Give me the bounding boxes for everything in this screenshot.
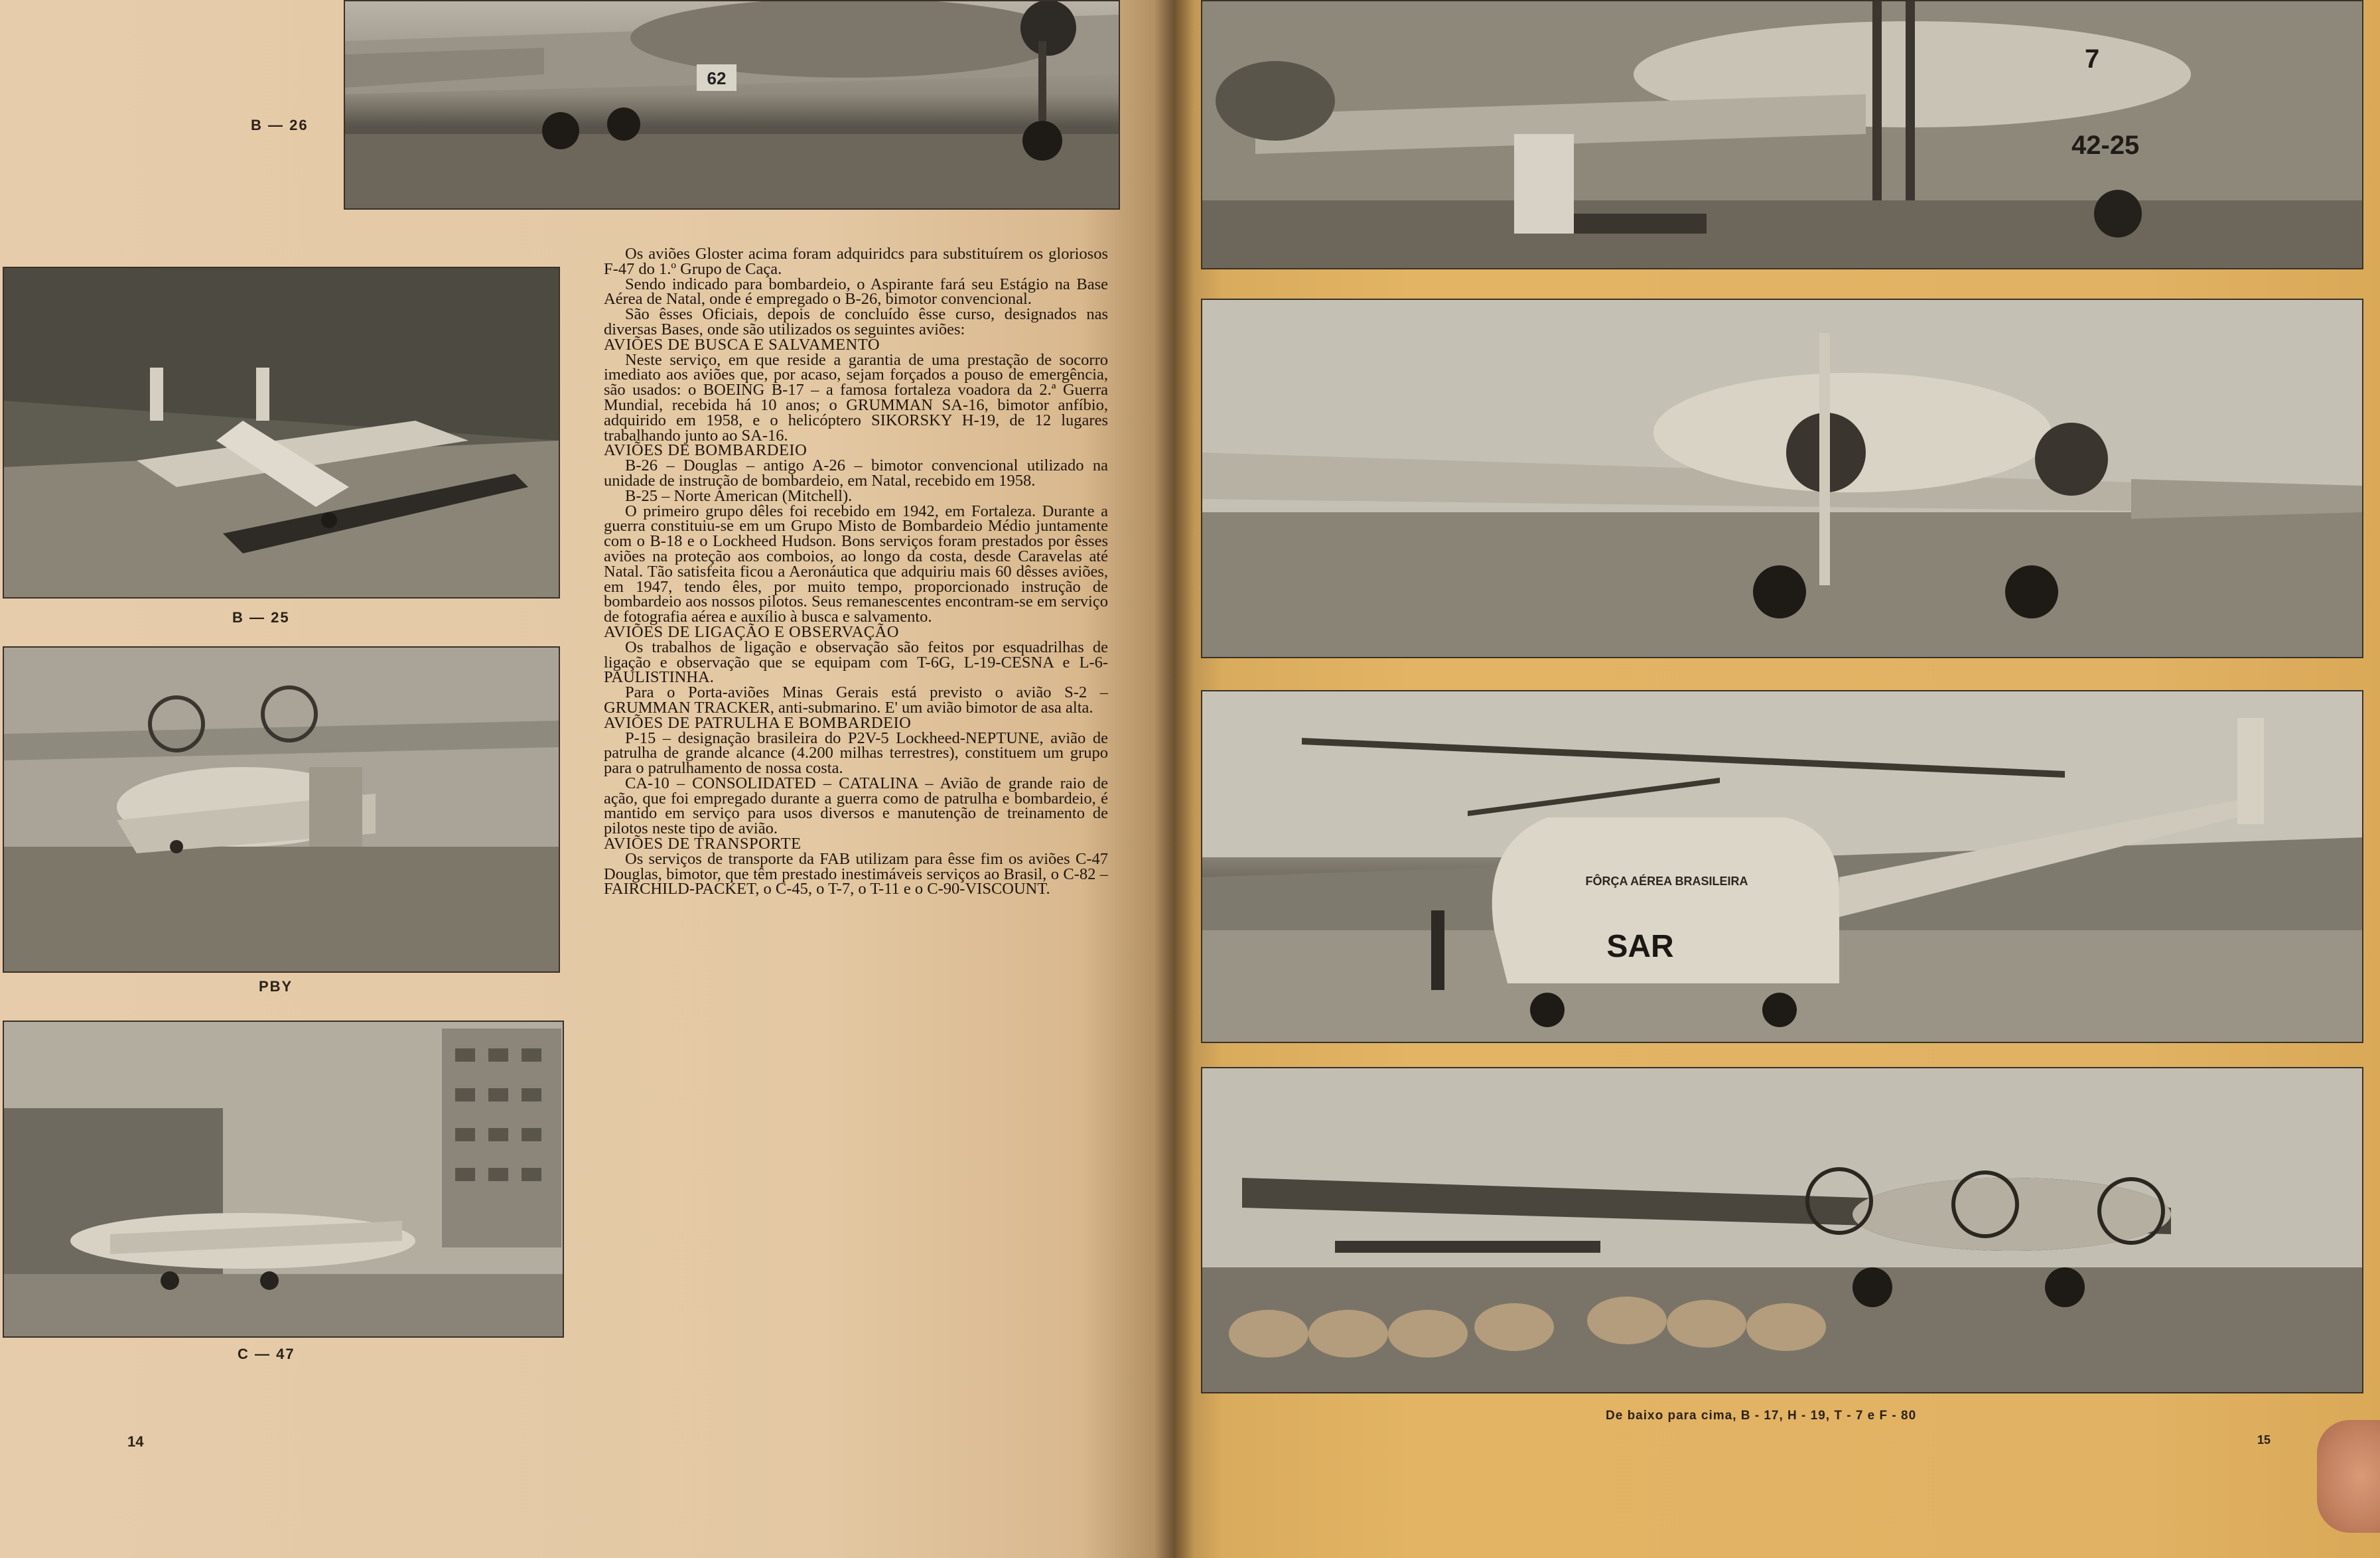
- article-paragraph: B-25 – Norte American (Mitchell).: [625, 486, 853, 505]
- article-paragraph: P-15 – designação brasileira do P2V-5 Lockheed-NEPTUNE, avião de patrulha de grande alcance (4.200 milhas terrestres), constituem um grupo para o patrulhamento de nossa costa.: [604, 729, 1108, 778]
- h19-sar-marking: SAR: [1606, 929, 1674, 964]
- photo-pby: [3, 646, 560, 973]
- article-paragraph: Os aviões Gloster acima foram adquiridcs para substituírem os gloriosos F-47 do 1.º Grupo de Caça.: [604, 245, 1108, 278]
- article-paragraph: CA-10 – CONSOLIDATED – CATALINA – Avião de grande raio de ação, que foi empregado durante a guerra como de patrulha e bombardeio, é mantido em serviço para usos diversos e manutenção de treinamento de pilotos neste tipo de avião.: [604, 774, 1108, 838]
- t7-aircraft-illustration: [1202, 300, 2362, 657]
- page-gutter: [1155, 0, 1194, 1558]
- section-title-ligacao: AVIÕES DE LIGAÇÃO E OBSERVAÇÃO: [604, 622, 899, 641]
- b26-tail-number: 62: [707, 68, 727, 88]
- article-body: [604, 247, 1108, 897]
- article-paragraph: Os trabalhos de ligação e observação são feitos por esquadrilhas de ligação e observação que se equipam com T-6G, L-19-CESNA e L-6-PAULISTINHA.: [604, 638, 1108, 687]
- caption-b25: B — 25: [232, 609, 290, 626]
- f80-aircraft-illustration: [1202, 1, 2362, 268]
- b25-aircraft-illustration: [4, 268, 559, 597]
- photo-h19: [1201, 690, 2363, 1043]
- photo-caption-right: De baixo para cima, B - 17, H - 19, T - 7 e F - 80: [1606, 1409, 1917, 1423]
- article-paragraph: Os serviços de transporte da FAB utilizam para êsse fim os aviões C-47 Douglas, bimotor, que têm prestado inestimáveis serviços ao Brasil, o C-82 – FAIRCHILD-PACKET, o C-45, o T-7, o T-11 e o C-90-VISCOUNT.: [604, 849, 1108, 898]
- caption-pby: PBY: [259, 978, 293, 995]
- article-paragraph: São êsses Oficiais, depois de concluído êsse curso, designados nas diversas Bases, onde são utilizados os seguintes aviões:: [604, 305, 1108, 338]
- caption-b26: B — 26: [251, 117, 309, 133]
- h19-side-lettering: FÔRÇA AÉREA BRASILEIRA: [1585, 875, 1748, 888]
- page-number-left: 14: [127, 1433, 144, 1450]
- section-title-bombardeio: AVIÕES DE BOMBARDEIO: [604, 441, 807, 460]
- photo-b25: [3, 267, 560, 599]
- article-paragraph: Para o Porta-aviões Minas Gerais está previsto o avião S-2 – GRUMMAN TRACKER, anti-submarino. E' um avião bimotor de asa alta.: [604, 683, 1108, 717]
- right-page: [1174, 0, 2380, 1558]
- pby-aircraft-illustration: [4, 648, 559, 971]
- f80-tail-number: 42-25: [2071, 131, 2140, 160]
- article-paragraph: Sendo indicado para bombardeio, o Aspirante fará seu Estágio na Base Aérea de Natal, onde é empregado o B-26, bimotor convencional.: [604, 275, 1108, 309]
- f80-nose-number: 7: [2085, 44, 2100, 74]
- article-paragraph: Neste serviço, em que reside a garantia de uma prestação de socorro imediato aos aviões que, por acaso, sejam forçados a pouso de emergência, são usados: o BOEING B-17 – a famosa fortaleza voadora da 2.ª Guerra Mundial, recebida há 10 anos; o GRUMMAN SA-16, bimotor anfíbio, adquirido em 1958, e o helicóptero SIKORSKY H-19, de 12 lugares trabalhando junto ao SA-16.: [604, 350, 1108, 445]
- photo-b26: [344, 0, 1120, 210]
- b26-aircraft-illustration: [345, 1, 1119, 208]
- article-paragraph: B-26 – Douglas – antigo A-26 – bimotor convencional utilizado na unidade de instrução de bombardeio, em Natal, recebido em 1958.: [604, 457, 1108, 490]
- page-number-right: 15: [2257, 1433, 2271, 1447]
- photo-c47: [3, 1021, 564, 1338]
- left-page: [0, 0, 1174, 1558]
- photo-b17: [1201, 1067, 2363, 1393]
- photo-f80: [1201, 0, 2363, 269]
- photo-t7: [1201, 299, 2363, 658]
- b17-aircraft-illustration: [1202, 1068, 2362, 1392]
- thumb-holding-page: [2317, 1420, 2380, 1533]
- section-title-transporte: AVIÕES DE TRANSPORTE: [604, 835, 802, 853]
- article-paragraph: O primeiro grupo dêles foi recebido em 1942, em Fortaleza. Durante a guerra constituiu-se em um Grupo Misto de Bombardeio Médio juntamente com o B-18 e o Lockheed Hudson. Bons serviços foram prestados por êsses aviões na proteção aos comboios, ao longo da costa, desde Caravelas até Natal. Tão satisfeita ficou a Aeronáutica que adquiriu mais 60 dêsses aviões, em 1947, tendo êles, por muito tempo, proporcionado instrução de bombardeio aos nossos pilotos. Seus remanescentes encontram-se em serviço de fotografia aérea e auxílio à busca e salvamento.: [604, 502, 1108, 626]
- caption-c47: C — 47: [238, 1346, 295, 1362]
- h19-helicopter-illustration: [1202, 691, 2362, 1042]
- section-title-busca: AVIÕES DE BUSCA E SALVAMENTO: [604, 335, 880, 354]
- c47-aircraft-illustration: [4, 1022, 563, 1336]
- section-title-patrulha: AVIÕES DE PATRULHA E BOMBARDEIO: [604, 713, 912, 732]
